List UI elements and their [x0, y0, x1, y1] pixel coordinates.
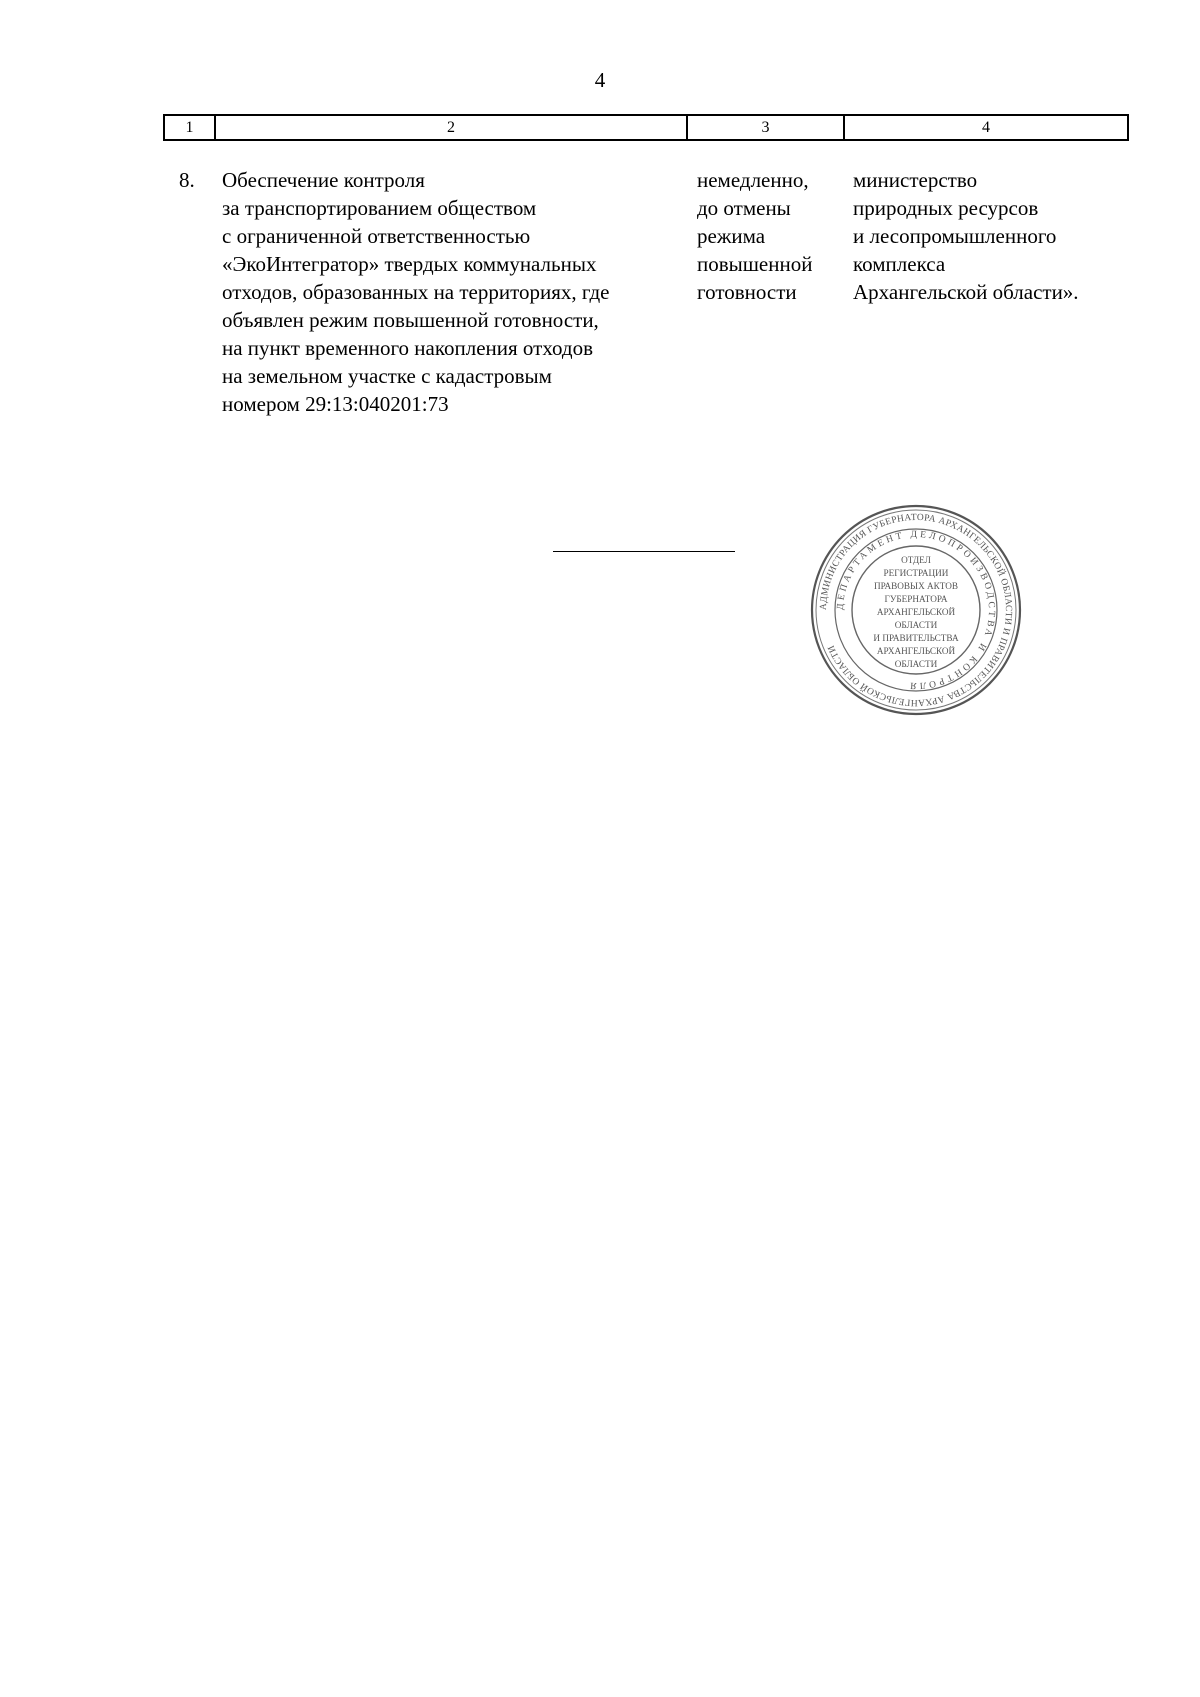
header-cell-2: 2 — [215, 115, 687, 140]
official-seal — [808, 502, 1024, 718]
page-number: 4 — [594, 68, 606, 92]
seal-line-5: АРХАНГЕЛЬСКОЙ — [876, 607, 956, 617]
seal-line-1: ОТДЕЛ — [901, 555, 931, 565]
row-number: 8. — [179, 168, 195, 192]
seal-line-8: АРХАНГЕЛЬСКОЙ — [876, 646, 956, 656]
header-cell-4: 4 — [844, 115, 1128, 140]
seal-line-9: ОБЛАСТИ — [894, 659, 938, 669]
row-responsible: министерство природных ресурсов и лесопромышленного комплекса Архангельской области». — [853, 168, 1079, 304]
seal-line-2: РЕГИСТРАЦИИ — [883, 568, 949, 578]
end-divider — [553, 551, 735, 552]
header-cell-3: 3 — [687, 115, 844, 140]
seal-ring-text: ДЕПАРТАМЕНТ ДЕЛОПРОИЗВОДСТВА И КОНТРОЛЯ — [835, 529, 997, 691]
seal-line-7: И ПРАВИТЕЛЬСТВА — [873, 633, 959, 643]
header-row — [164, 115, 1128, 140]
row-deadline: немедленно, до отмены режима повышенной готовности — [697, 168, 813, 304]
seal-line-3: ПРАВОВЫХ АКТОВ — [873, 581, 959, 591]
header-cell-1: 1 — [164, 115, 215, 140]
row-description: Обеспечение контроля за транспортированием обществом с ограниченной ответственностью «ЭкоИнтегратор» твердых коммунальных отходов, образованных на территориях, где объявлен режим повышенной готовности, на пункт временного накопления отходов на земельном участке с кадастровым номером 29:13:040201:73 — [222, 168, 610, 416]
seal-outer-text: АДМИНИСТРАЦИЯ ГУБЕРНАТОРА АРХАНГЕЛЬСКОЙ ОБЛАСТИ И ПРАВИТЕЛЬСТВА АРХАНГЕЛЬСКОЙ ОБЛАСТИ — [818, 512, 1014, 708]
table-header — [163, 114, 1129, 141]
seal-line-4: ГУБЕРНАТОРА — [884, 594, 948, 604]
seal-line-6: ОБЛАСТИ — [894, 620, 938, 630]
